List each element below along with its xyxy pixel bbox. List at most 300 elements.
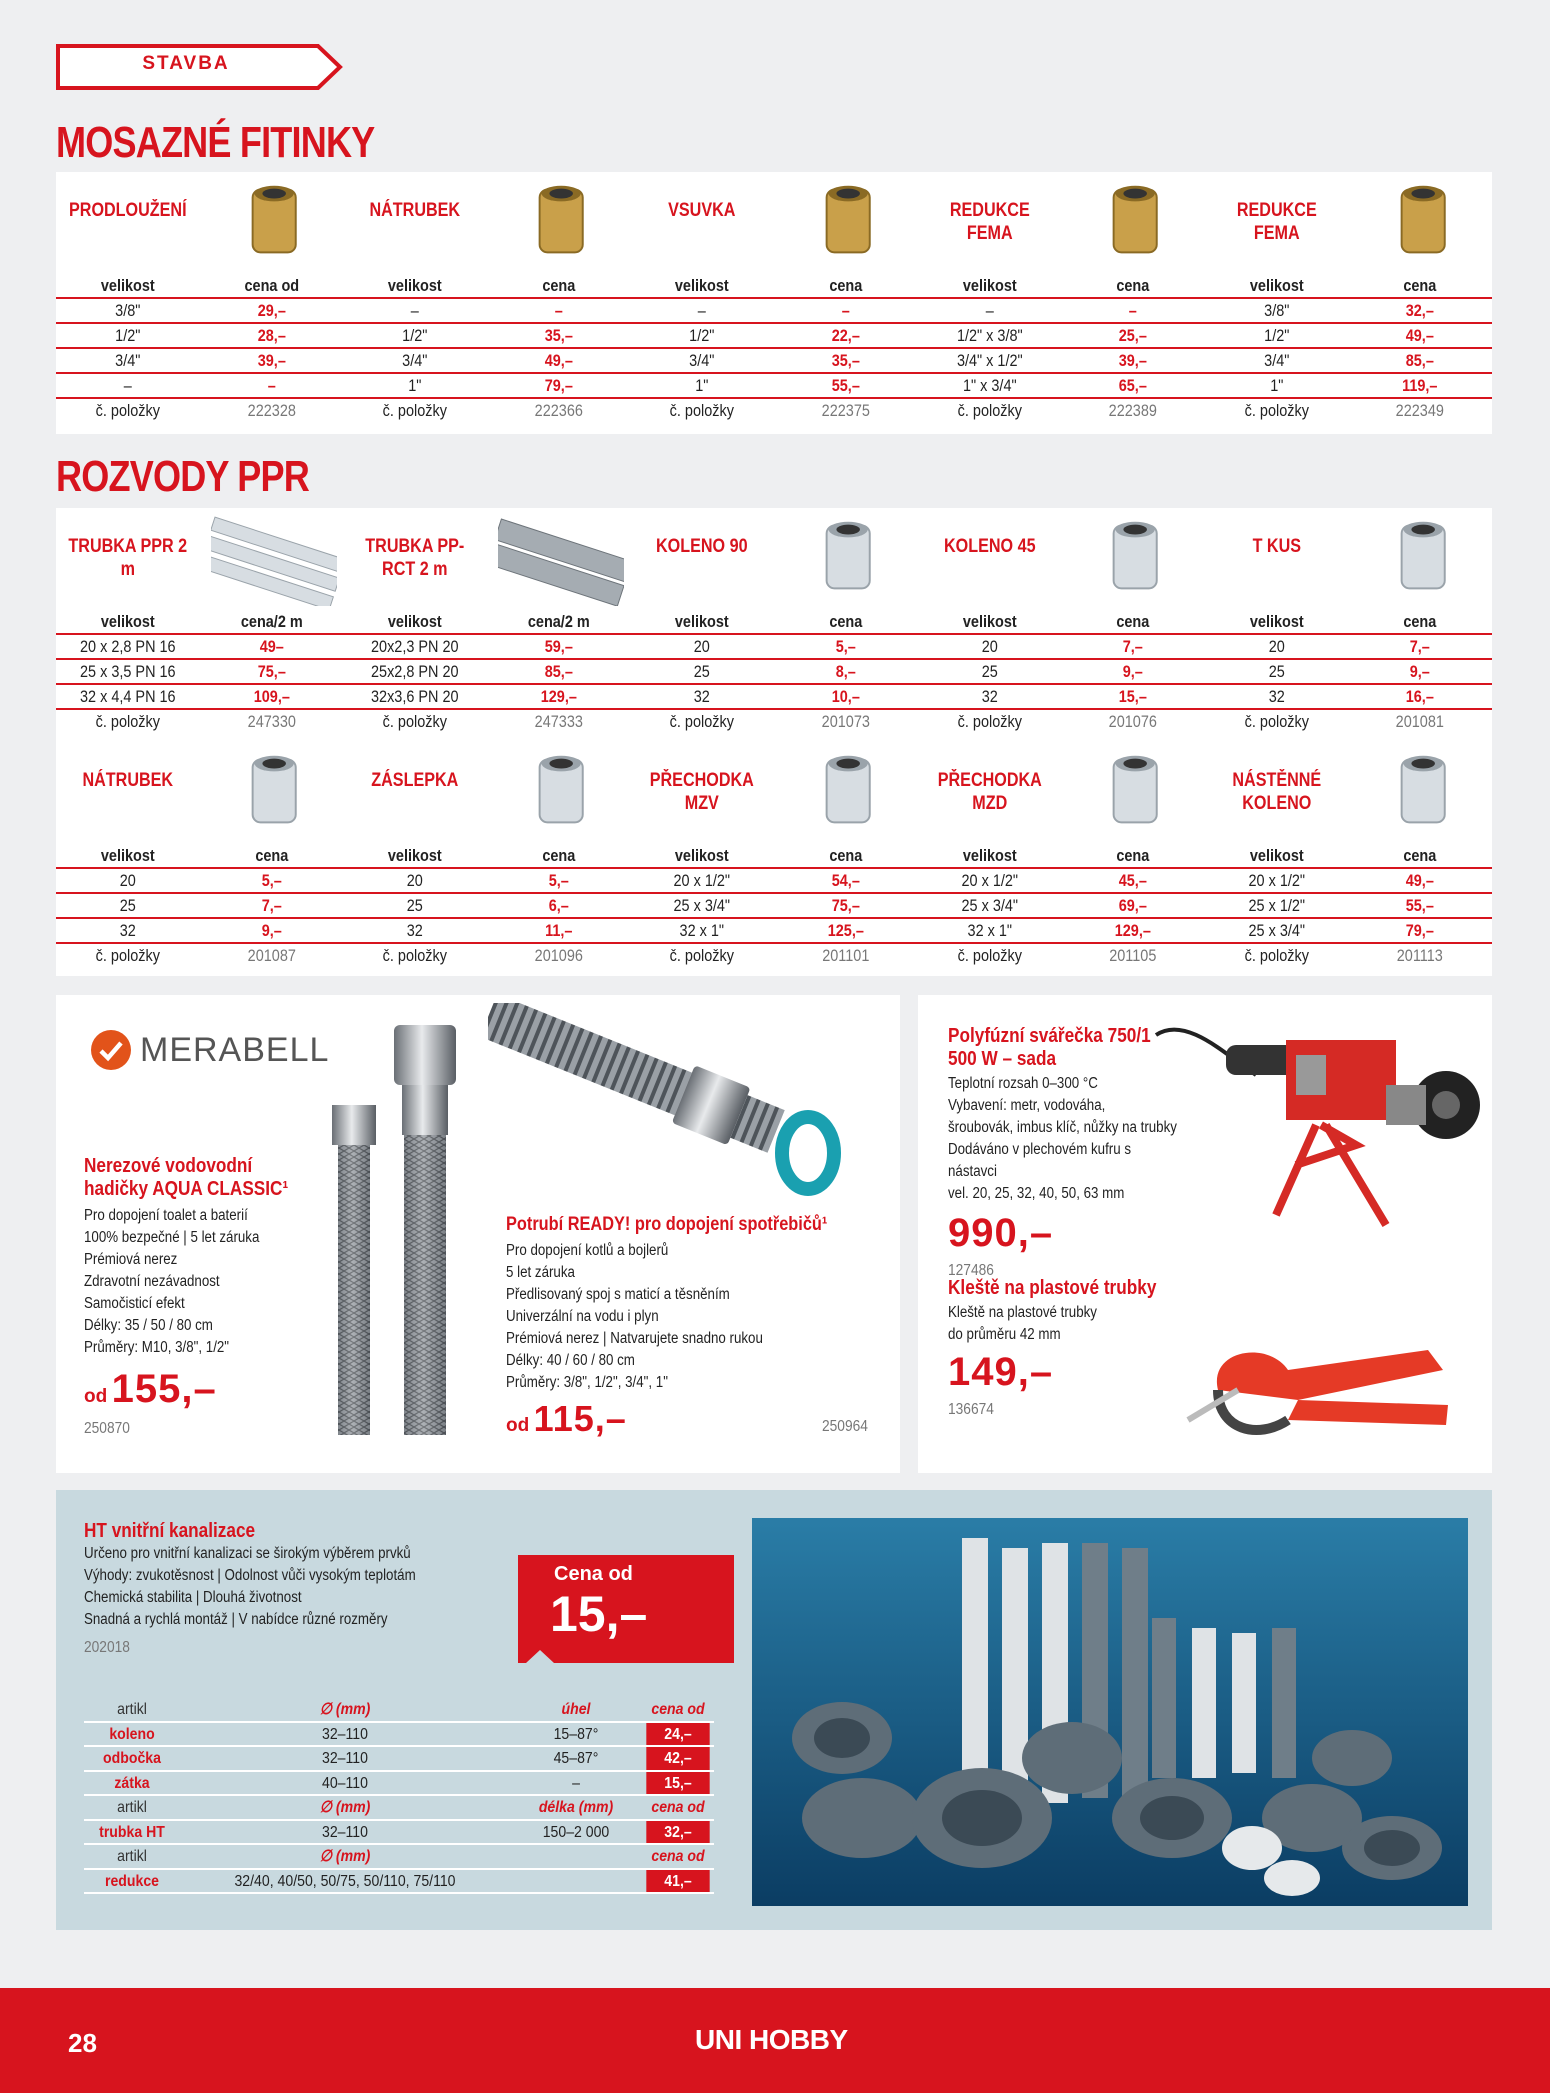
ppr-table-row2	[56, 742, 1492, 976]
code-label: č. položky	[670, 401, 735, 420]
code-row	[56, 944, 343, 969]
check-circle-icon	[90, 1029, 132, 1071]
table-row	[630, 635, 917, 660]
product-code: 202018	[84, 1639, 130, 1656]
table-cell: 32/40, 40/50, 50/75, 50/110, 75/110	[234, 1872, 456, 1890]
price-cell: 75,–	[831, 896, 860, 915]
column-header: cena od	[651, 1848, 705, 1865]
code-row	[918, 710, 1205, 735]
steel-hose-image	[324, 1025, 464, 1445]
product-name: NÁSTĚNNÉ KOLENO	[1232, 770, 1322, 814]
table-row	[1205, 894, 1492, 919]
price-cell: 11,–	[544, 921, 573, 940]
cutter-info	[948, 1277, 1208, 1419]
table-row	[630, 660, 917, 685]
sewer-pipes-image	[752, 1518, 1468, 1906]
price-cell: 49–	[259, 637, 284, 656]
col-price-header: cena	[1403, 846, 1437, 865]
table-row	[343, 324, 630, 349]
column-header: úhel	[561, 1701, 591, 1718]
table-cell: 32,–	[646, 1821, 709, 1844]
table-row	[1205, 349, 1492, 374]
size-cell: 3/4"	[402, 351, 428, 370]
code-row	[343, 399, 630, 424]
cutter-features	[948, 1302, 1208, 1346]
product-column	[343, 742, 630, 976]
table-cell: –	[572, 1774, 580, 1792]
size-cell: 3/4"	[115, 351, 141, 370]
code-label: č. položky	[95, 401, 160, 420]
pipe-cutter-image	[1178, 1330, 1478, 1460]
table-row	[1205, 324, 1492, 349]
size-cell: 25	[406, 896, 424, 915]
col-size-header: velikost	[100, 612, 155, 631]
col-size-header: velikost	[1249, 846, 1304, 865]
column-header: cena od	[651, 1701, 705, 1718]
code-row	[918, 944, 1205, 969]
price-cell: –	[267, 376, 276, 395]
col-size-header: velikost	[962, 846, 1017, 865]
column-header: artikl	[117, 1701, 147, 1718]
col-size-header: velikost	[675, 846, 730, 865]
price-prefix: od	[506, 1415, 530, 1436]
ht-item-row	[84, 1772, 714, 1797]
price-cell: 39,–	[1118, 351, 1148, 370]
product-photo	[785, 742, 911, 840]
product-image	[211, 508, 337, 606]
product-column	[918, 508, 1205, 742]
product-image	[1360, 172, 1486, 270]
table-cell	[518, 1870, 634, 1893]
size-cell: –	[123, 376, 132, 395]
ht-info	[84, 1520, 484, 1657]
product-name: TRUBKA PPR 2 m	[68, 536, 188, 580]
table-header	[918, 274, 1205, 299]
price-cell: 49,–	[1406, 326, 1435, 345]
ht-header-row	[84, 1796, 714, 1821]
code-label: č. položky	[1244, 712, 1309, 731]
size-cell: 20x2,3 PN 20	[371, 637, 459, 656]
table-row	[343, 349, 630, 374]
product-photo	[498, 172, 624, 270]
product-photo	[211, 508, 337, 606]
product-image	[785, 742, 911, 840]
table-header	[630, 844, 917, 869]
feature-line: Vybavení: metr, vodováha,	[948, 1097, 1106, 1114]
col-size-header: velikost	[100, 276, 155, 295]
table-cell: odbočka	[103, 1750, 161, 1767]
col-price-header: cena	[1116, 846, 1150, 865]
size-cell: 20	[119, 871, 136, 890]
price-cell: 49,–	[544, 351, 573, 370]
table-header	[630, 274, 917, 299]
table-header	[56, 610, 343, 635]
hose-title: Nerezové vodovodní hadičky AQUA CLASSIC¹	[84, 1155, 289, 1200]
col-price-header: cena	[829, 612, 863, 631]
product-column	[630, 172, 917, 434]
product-name: PRODLOUŽENÍ	[69, 200, 187, 221]
product-photo	[1072, 742, 1198, 840]
table-row	[1205, 660, 1492, 685]
feature-line: Kleště na plastové trubky	[948, 1304, 1097, 1321]
product-image	[785, 172, 911, 270]
table-cell: trubka HT	[99, 1823, 165, 1841]
table-row	[1205, 374, 1492, 399]
feature-line: Pro dopojení kotlů a bojlerů	[506, 1242, 669, 1259]
size-cell: 3/4"	[689, 351, 715, 370]
table-row	[343, 894, 630, 919]
feature-line: Teplotní rozsah 0–300 °C	[948, 1075, 1098, 1092]
product-code: 222366	[534, 401, 583, 420]
size-cell: 3/4" x 1/2"	[956, 351, 1023, 370]
price-cell: –	[554, 301, 563, 320]
code-row	[56, 710, 343, 735]
size-cell: 32	[981, 687, 998, 706]
welder-title: Polyfúzní svářečka 750/1 500 W – sada	[948, 1025, 1151, 1070]
table-row	[630, 869, 917, 894]
feature-line: Délky: 40 / 60 / 80 cm	[506, 1352, 635, 1369]
table-header	[630, 610, 917, 635]
size-cell: 32	[406, 921, 424, 940]
size-cell: 25	[981, 662, 998, 681]
hose-info	[84, 1155, 334, 1438]
corrugated-pipe-image	[488, 1003, 868, 1213]
table-row	[630, 349, 917, 374]
product-photo	[1360, 742, 1486, 840]
price-tag-value: 15,–	[550, 1586, 648, 1642]
size-cell: 25 x 1/2"	[1248, 896, 1305, 915]
page-footer	[0, 1988, 1550, 2093]
table-row	[918, 869, 1205, 894]
price-cell: –	[1128, 301, 1138, 320]
table-header	[56, 274, 343, 299]
table-cell: 41,–	[646, 1870, 709, 1893]
product-photo	[1360, 508, 1486, 606]
feature-line: Zdravotní nezávadnost	[84, 1273, 220, 1290]
size-cell: 25	[119, 896, 136, 915]
price-cell: 8,–	[835, 662, 856, 681]
code-label: č. položky	[382, 946, 448, 965]
code-row	[1205, 944, 1492, 969]
price-cell: 22,–	[831, 326, 860, 345]
table-row	[56, 299, 343, 324]
col-price-header: cena od	[244, 276, 299, 295]
price-cell: 6,–	[548, 896, 569, 915]
col-price-header: cena	[829, 846, 863, 865]
table-row	[56, 869, 343, 894]
col-price-header: cena	[542, 276, 576, 295]
column-header: délka (mm)	[538, 1799, 614, 1816]
col-price-header: cena	[1116, 612, 1150, 631]
price-cell: 129,–	[540, 687, 577, 706]
col-price-header: cena	[542, 846, 576, 865]
ppr-table-row1	[56, 508, 1492, 742]
table-row	[343, 374, 630, 399]
size-cell: 32x3,6 PN 20	[371, 687, 459, 706]
price-cell: 39,–	[257, 351, 286, 370]
table-row	[343, 635, 630, 660]
pipe-title: Potrubí READY! pro dopojení spotřebičů¹	[506, 1214, 828, 1235]
product-code: 201096	[534, 946, 583, 965]
column-header: ∅ (mm)	[319, 1848, 371, 1865]
hose-price	[84, 1367, 334, 1412]
size-cell: –	[410, 301, 420, 320]
product-code: 201073	[821, 712, 870, 731]
ht-header-row	[84, 1845, 714, 1870]
col-price-header: cena	[254, 846, 288, 865]
table-header	[1205, 610, 1492, 635]
table-row	[56, 349, 343, 374]
price-prefix: od	[84, 1386, 108, 1407]
col-price-header: cena	[829, 276, 863, 295]
table-row	[343, 919, 630, 944]
table-row	[1205, 685, 1492, 710]
table-row	[918, 324, 1205, 349]
product-code: 201076	[1108, 712, 1158, 731]
merabell-logo	[90, 1029, 329, 1071]
size-cell: 20 x 1/2"	[961, 871, 1018, 890]
feature-line: Délky: 35 / 50 / 80 cm	[84, 1317, 213, 1334]
table-row	[56, 660, 343, 685]
size-cell: 20	[981, 637, 998, 656]
product-image	[1072, 172, 1198, 270]
price-cell: 119,–	[1402, 376, 1438, 395]
code-label: č. položky	[382, 401, 448, 420]
table-header	[1205, 844, 1492, 869]
code-row	[630, 399, 917, 424]
price-cell: 35,–	[831, 351, 860, 370]
table-row	[918, 374, 1205, 399]
product-column	[343, 172, 630, 434]
feature-line: Průměry: M10, 3/8", 1/2"	[84, 1339, 230, 1356]
table-cell: 32–110	[322, 1823, 368, 1841]
product-name: PŘECHODKA MZV	[650, 770, 755, 814]
table-cell: 15,–	[646, 1772, 709, 1795]
pipe-info	[506, 1213, 886, 1440]
brand-name: MERABELL	[140, 1030, 330, 1069]
code-label: č. položky	[957, 712, 1022, 731]
product-code: 201081	[1396, 712, 1445, 731]
price-cell: 65,–	[1118, 376, 1148, 395]
product-column	[56, 742, 343, 976]
product-code: 201113	[1397, 946, 1444, 965]
feature-line: Dodáváno v plechovém kufru s nástavci	[948, 1141, 1132, 1180]
price-cell: 10,–	[831, 687, 860, 706]
feature-line: Pro dopojení toalet a baterií	[84, 1207, 248, 1224]
product-image	[211, 172, 337, 270]
table-row	[918, 660, 1205, 685]
product-photo	[211, 742, 337, 840]
section-badge	[56, 44, 342, 90]
table-cell: 32–110	[322, 1750, 368, 1767]
price-cell: 32,–	[1406, 301, 1435, 320]
product-column	[1205, 742, 1492, 976]
product-name: REDUKCE FEMA	[949, 200, 1030, 244]
price-cell: 49,–	[1406, 871, 1435, 890]
product-name: NÁTRUBEK	[82, 770, 174, 791]
size-cell: 20	[694, 637, 711, 656]
hose-features	[84, 1205, 334, 1359]
table-row	[56, 635, 343, 660]
table-cell: 150–2 000	[542, 1823, 610, 1841]
product-photo	[211, 172, 337, 270]
code-label: č. položky	[1244, 946, 1309, 965]
table-row	[56, 894, 343, 919]
price-value: 115,–	[533, 1398, 627, 1439]
table-row	[630, 894, 917, 919]
feature-line: Výhody: zvukotěsnost | Odolnost vůči vysokým teplotám	[84, 1567, 416, 1584]
size-cell: 1"	[408, 376, 422, 395]
price-cell: 129,–	[1114, 921, 1152, 940]
price-cell: 16,–	[1406, 687, 1435, 706]
col-price-header: cena	[1116, 276, 1150, 295]
cutter-price: 149,–	[948, 1350, 1054, 1394]
product-image	[211, 742, 337, 840]
table-cell: 32–110	[322, 1725, 368, 1743]
feature-line: Snadná a rychlá montáž | V nabídce různé rozměry	[84, 1611, 388, 1628]
table-row	[56, 919, 343, 944]
code-row	[343, 710, 630, 735]
feature-line: Prémiová nerez | Natvarujete snadno rukou	[506, 1330, 763, 1347]
table-row	[630, 919, 917, 944]
price-cell: 9,–	[1410, 662, 1431, 681]
price-cell: 9,–	[261, 921, 282, 940]
table-row	[56, 374, 343, 399]
size-cell: 1" x 3/4"	[962, 376, 1017, 395]
product-code: 222349	[1396, 401, 1445, 420]
product-photo	[1072, 172, 1198, 270]
price-cell: 85,–	[544, 662, 573, 681]
product-name: VSUVKA	[668, 200, 736, 221]
col-size-header: velikost	[1249, 276, 1304, 295]
price-cell: 5,–	[261, 871, 282, 890]
feature-line: do průměru 42 mm	[948, 1326, 1061, 1343]
size-cell: 1/2" x 3/8"	[956, 326, 1023, 345]
size-cell: 1/2"	[1263, 326, 1290, 345]
product-column	[56, 172, 343, 434]
table-row	[1205, 635, 1492, 660]
price-cell: 55,–	[831, 376, 860, 395]
ht-sewer-section	[56, 1490, 1492, 1930]
product-photo	[785, 508, 911, 606]
size-cell: 20 x 1/2"	[673, 871, 731, 890]
page-number: 28	[68, 2028, 97, 2058]
table-cell: redukce	[104, 1872, 160, 1890]
product-photo	[785, 172, 911, 270]
code-label: č. položky	[670, 946, 735, 965]
ht-price-table	[84, 1698, 714, 1894]
size-cell: –	[698, 301, 707, 320]
size-cell: 1/2"	[402, 326, 428, 345]
price-value: 155,–	[111, 1367, 217, 1411]
feature-line: vel. 20, 25, 32, 40, 50, 63 mm	[948, 1185, 1125, 1202]
table-cell: 24,–	[646, 1723, 709, 1746]
size-cell: 1"	[695, 376, 709, 395]
code-row	[1205, 399, 1492, 424]
column-header: ∅ (mm)	[319, 1701, 371, 1718]
product-name: NÁTRUBEK	[369, 200, 461, 221]
size-cell: 25x2,8 PN 20	[371, 662, 459, 681]
product-image	[1072, 508, 1198, 606]
size-cell: 32 x 4,4 PN 16	[79, 687, 176, 706]
feature-line: 5 let záruka	[506, 1264, 575, 1281]
table-header	[343, 610, 630, 635]
size-cell: 3/4"	[1263, 351, 1290, 370]
column-header: artikl	[117, 1848, 147, 1865]
size-cell: 25 x 3/4"	[961, 896, 1018, 915]
size-cell: 25 x 3,5 PN 16	[79, 662, 176, 681]
product-image	[498, 742, 624, 840]
product-code: 201101	[822, 946, 870, 965]
product-photo	[1072, 508, 1198, 606]
price-cell: 125,–	[827, 921, 864, 940]
code-row	[630, 710, 917, 735]
size-cell: 32	[119, 921, 136, 940]
size-cell: 25 x 3/4"	[1248, 921, 1305, 940]
feature-line: Chemická stabilita | Dlouhá životnost	[84, 1589, 302, 1606]
product-name: KOLENO 90	[656, 536, 748, 557]
product-code: 127486	[948, 1262, 994, 1279]
pipe-features	[506, 1240, 886, 1394]
price-cell: –	[841, 301, 850, 320]
feature-line: šroubovák, imbus klíč, nůžky na trubky	[948, 1119, 1177, 1136]
size-cell: 3/8"	[1263, 301, 1290, 320]
product-code: 201087	[247, 946, 296, 965]
badge-label: STAVBA	[142, 53, 230, 74]
product-code: 222328	[247, 401, 296, 420]
price-cell: 79,–	[1406, 921, 1435, 940]
product-column	[56, 508, 343, 742]
col-price-header: cena	[1403, 276, 1437, 295]
price-cell: 45,–	[1118, 871, 1148, 890]
code-row	[56, 399, 343, 424]
product-photo	[498, 742, 624, 840]
size-cell: 20	[1268, 637, 1285, 656]
size-cell: 25	[1268, 662, 1285, 681]
price-cell: 55,–	[1406, 896, 1435, 915]
code-label: č. položky	[957, 401, 1022, 420]
size-cell: 32	[694, 687, 711, 706]
product-name: PŘECHODKA MZD	[937, 770, 1042, 814]
feature-line: Předlisovaný spoj s maticí a těsněním	[506, 1286, 730, 1303]
product-column	[918, 172, 1205, 434]
price-cell: 25,–	[1118, 326, 1148, 345]
table-cell: 45–87°	[553, 1750, 599, 1767]
price-cell: 29,–	[257, 301, 286, 320]
col-size-header: velikost	[388, 612, 442, 631]
price-cell: 69,–	[1118, 896, 1148, 915]
brand-logo: UNI HOBBY	[695, 2024, 848, 2055]
price-cell: 79,–	[544, 376, 573, 395]
code-label: č. položky	[957, 946, 1022, 965]
section-title-mosazne: MOSAZNÉ FITINKY	[56, 118, 375, 167]
feature-line: Průměry: 3/8", 1/2", 3/4", 1"	[506, 1374, 668, 1391]
size-cell: 1/2"	[689, 326, 715, 345]
code-label: č. položky	[95, 712, 160, 731]
product-image	[498, 508, 624, 606]
feature-line: Prémiová nerez	[84, 1251, 178, 1268]
table-row	[630, 685, 917, 710]
price-cell: 85,–	[1406, 351, 1435, 370]
table-row	[630, 374, 917, 399]
col-size-header: velikost	[1249, 612, 1304, 631]
col-size-header: velikost	[962, 276, 1017, 295]
col-size-header: velikost	[388, 846, 442, 865]
price-cell: 5,–	[548, 871, 569, 890]
welder-image	[1146, 1015, 1486, 1235]
price-cell: 54,–	[831, 871, 860, 890]
table-row	[343, 660, 630, 685]
